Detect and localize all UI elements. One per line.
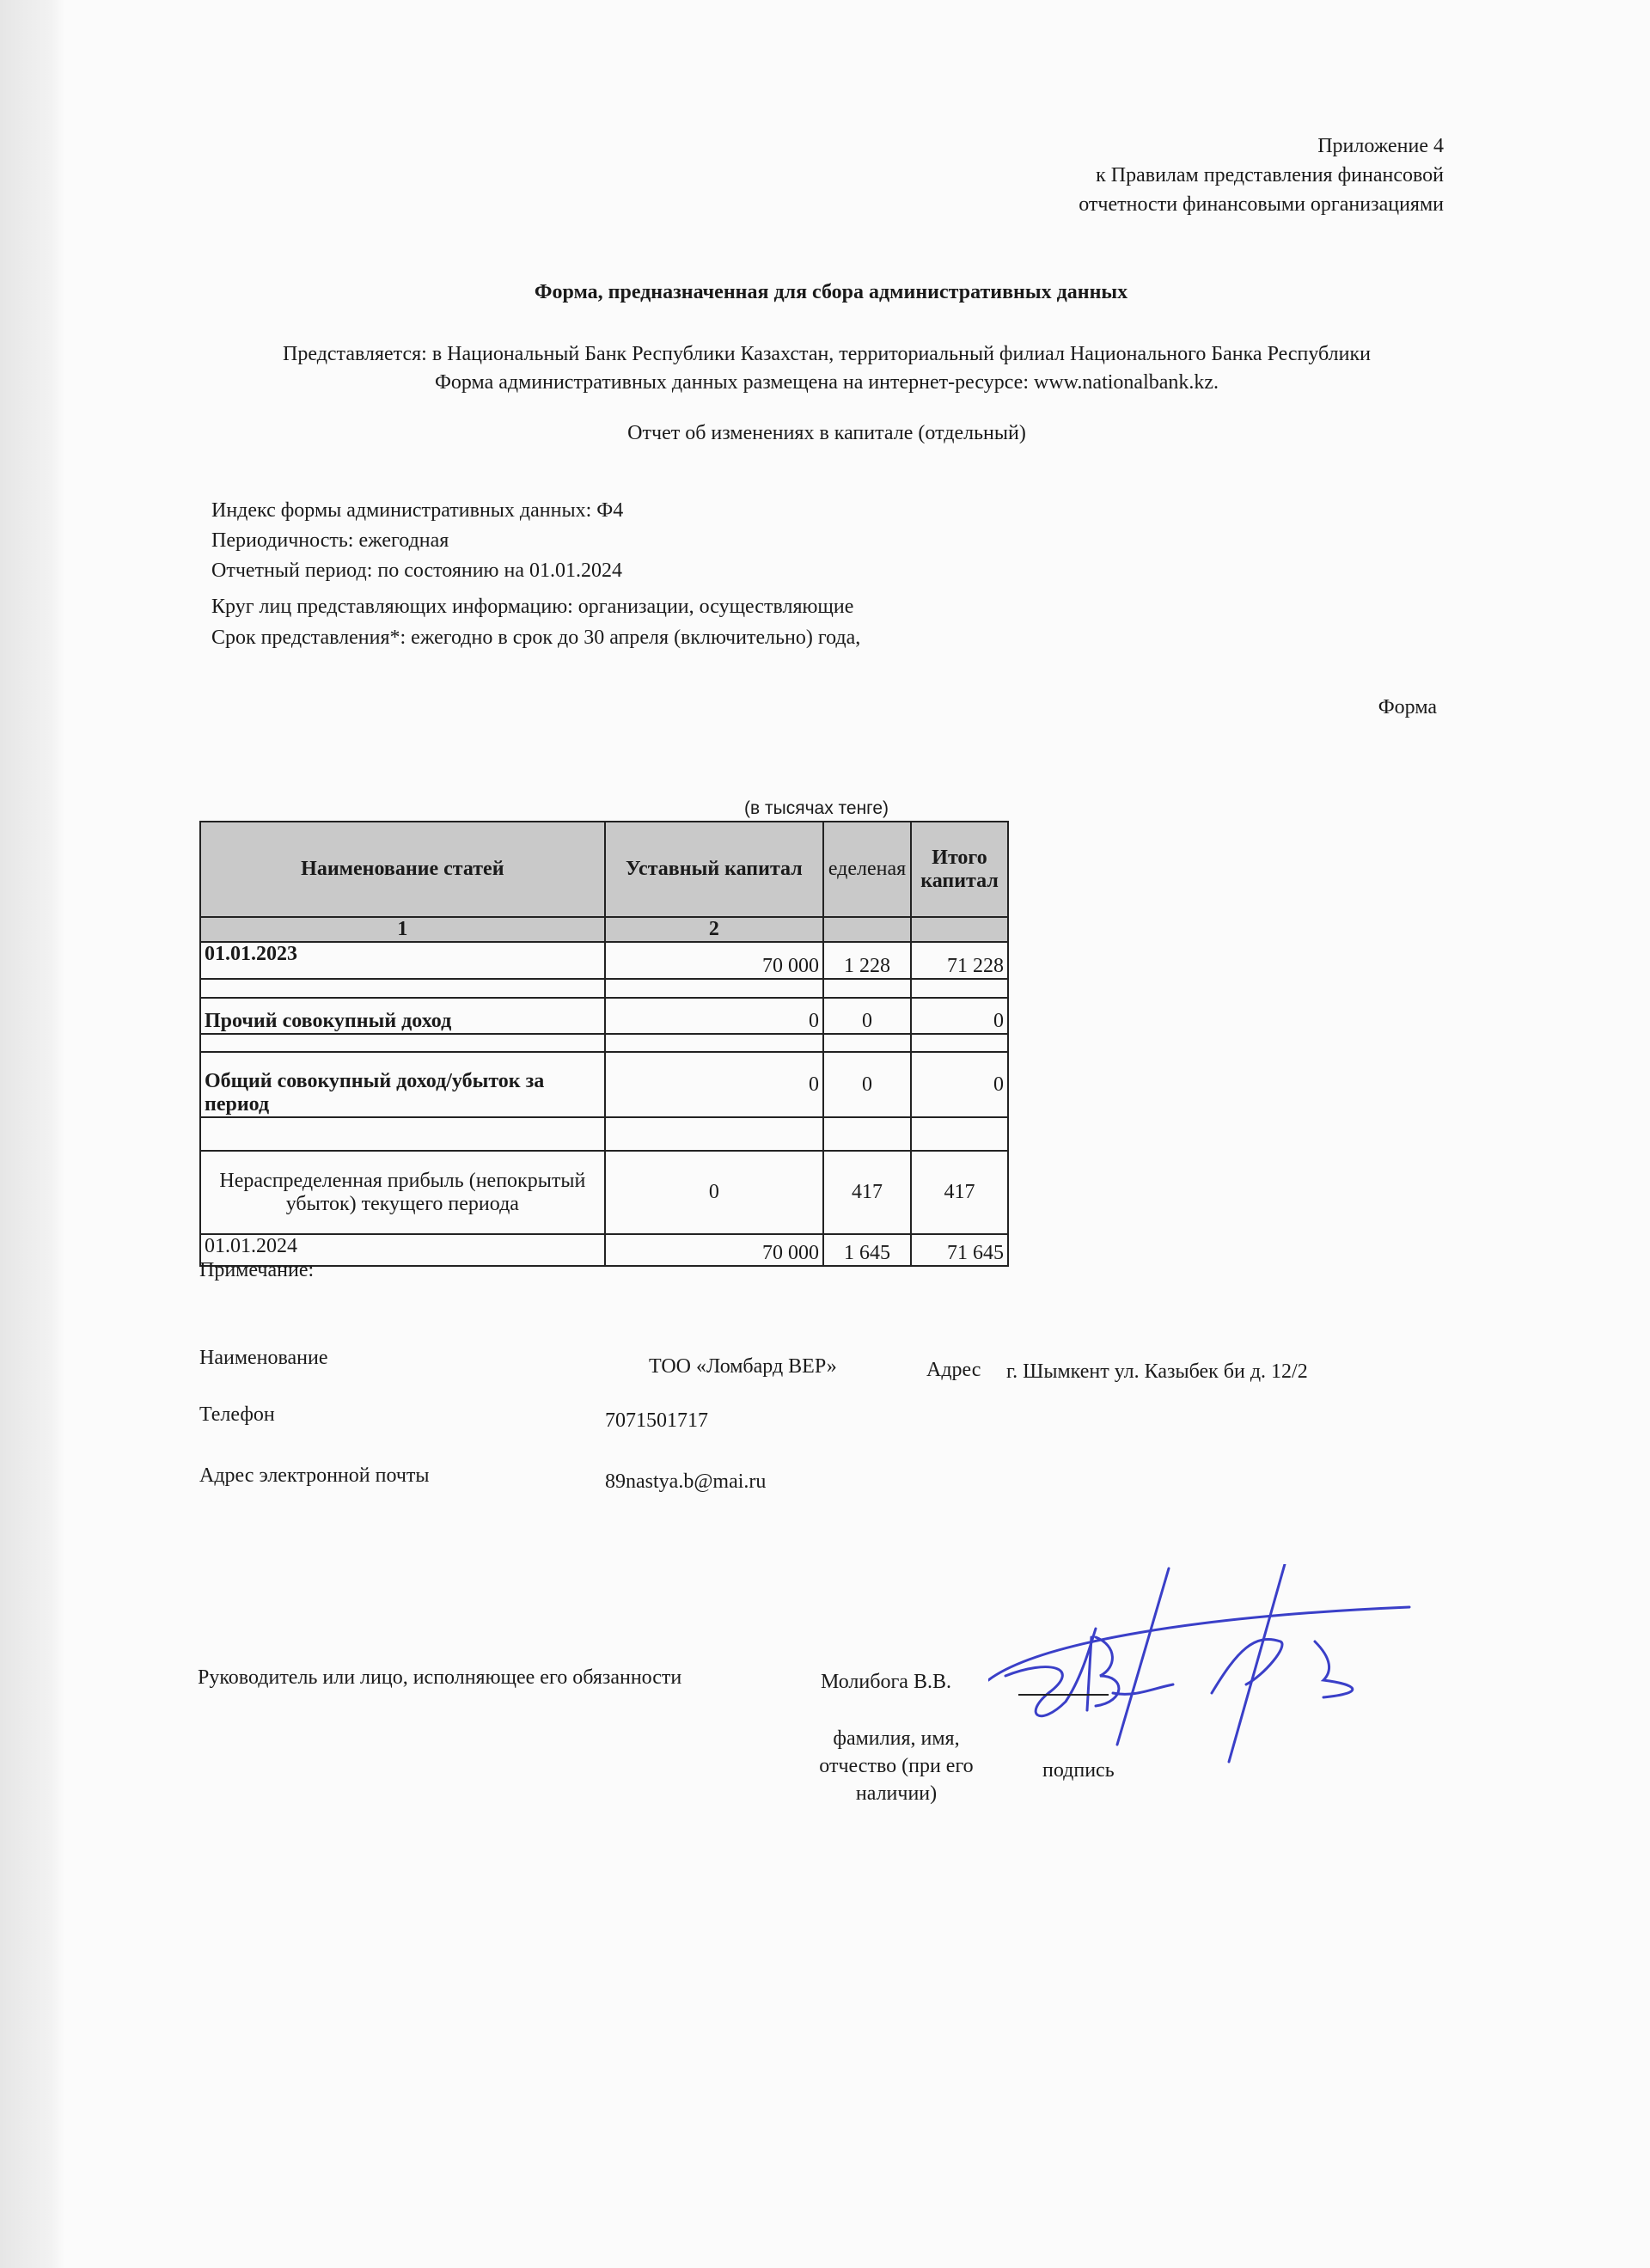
cell-value: 0 — [605, 1052, 823, 1117]
col-number-3 — [823, 917, 911, 942]
table-row — [200, 998, 1008, 1034]
note-label: Примечание: — [199, 1259, 315, 1281]
col-number-4 — [911, 917, 1008, 942]
units-label: (в тысячах тенге) — [744, 798, 889, 818]
cell-value: 0 — [911, 1052, 1008, 1117]
cell-value: 71 228 — [911, 942, 1008, 979]
row-label: 01.01.2023 — [200, 942, 605, 979]
cell-value: 0 — [605, 1151, 823, 1234]
phone-label: Телефон — [199, 1403, 275, 1426]
header-charter-capital: Уставный капитал — [605, 822, 823, 917]
header-total-capital: Итого капитал — [911, 822, 1008, 917]
col-number-1: 1 — [200, 917, 605, 942]
cell-value: 71 645 — [911, 1234, 1008, 1266]
cell-value: 0 — [823, 998, 911, 1034]
info-periodicity: Периодичность: ежегодная — [211, 529, 449, 552]
report-title: Отчет об изменениях в капитале (отдельный) — [627, 422, 1026, 444]
row-label: Общий совокупный доход/убыток за период — [200, 1052, 605, 1117]
table-row — [200, 1234, 1008, 1266]
table-row — [200, 1052, 1008, 1117]
org-address-label: Адрес — [926, 1359, 981, 1381]
name-caption-line-1: фамилия, имя, — [833, 1727, 960, 1750]
org-name-label: Наименование — [199, 1347, 328, 1369]
name-caption-line-3: наличии) — [855, 1782, 938, 1805]
info-period: Отчетный период: по состоянию на 01.01.2024 — [211, 559, 622, 582]
cell-value: 1 645 — [823, 1234, 911, 1266]
cell-value: 1 228 — [823, 942, 911, 979]
form-label: Форма — [1378, 696, 1437, 718]
cell-value: 417 — [911, 1151, 1008, 1234]
org-name: ТОО «Ломбард ВЕР» — [649, 1355, 837, 1378]
table-row — [200, 942, 1008, 979]
cell-value: 0 — [605, 998, 823, 1034]
info-submitters: Круг лиц представляющих информацию: организации, осуществляющие — [211, 596, 854, 618]
form-title: Форма, предназначенная для сбора административных данных — [534, 281, 1128, 303]
cell-value: 70 000 — [605, 1234, 823, 1266]
row-label: Нераспределенная прибыль (непокрытый убыток) текущего периода — [200, 1151, 605, 1234]
name-caption-line-2: отчество (при его — [819, 1755, 974, 1777]
phone-value: 7071501717 — [605, 1409, 708, 1432]
email-value: 89nastya.b@mai.ru — [605, 1470, 767, 1493]
row-label: 01.01.2024 — [200, 1234, 605, 1266]
email-label: Адрес электронной почты — [199, 1464, 430, 1487]
info-deadline: Срок представления*: ежегодно в срок до 30 апреля (включительно) года, — [211, 627, 861, 649]
row-label: Прочий совокупный доход — [200, 998, 605, 1034]
table-row — [200, 1151, 1008, 1234]
capital-changes-table — [199, 821, 1009, 1267]
handwritten-signature — [988, 1564, 1435, 1770]
info-index: Индекс формы административных данных: Ф4 — [211, 499, 624, 522]
col-number-2: 2 — [605, 917, 823, 942]
appendix-line-2: к Правилам представления финансовой — [1096, 164, 1444, 186]
cell-value: 70 000 — [605, 942, 823, 979]
signature-caption: подпись — [1042, 1759, 1115, 1782]
cell-value: 417 — [823, 1151, 911, 1234]
posted-at: Форма административных данных размещена на интернет-ресурсе: www.nationalbank.kz. — [434, 371, 1219, 394]
cell-value: 0 — [911, 998, 1008, 1034]
signoff-name: Молибога В.В. — [821, 1671, 951, 1693]
submitted-to: Представляется: в Национальный Банк Республики Казахстан, территориальный филиал Национального Банка Республики — [283, 343, 1371, 365]
signoff-role: Руководитель или лицо, исполняющее его обязанности — [198, 1666, 682, 1689]
header-item-name: Наименование статей — [200, 822, 605, 917]
appendix-line-3: отчетности финансовыми организациями — [1079, 193, 1444, 216]
header-retained: еделеная — [823, 822, 911, 917]
cell-value: 0 — [823, 1052, 911, 1117]
scan-edge — [0, 0, 64, 2268]
org-address: г. Шымкент ул. Казыбек би д. 12/2 — [1006, 1360, 1308, 1383]
appendix-line-1: Приложение 4 — [1317, 135, 1444, 157]
